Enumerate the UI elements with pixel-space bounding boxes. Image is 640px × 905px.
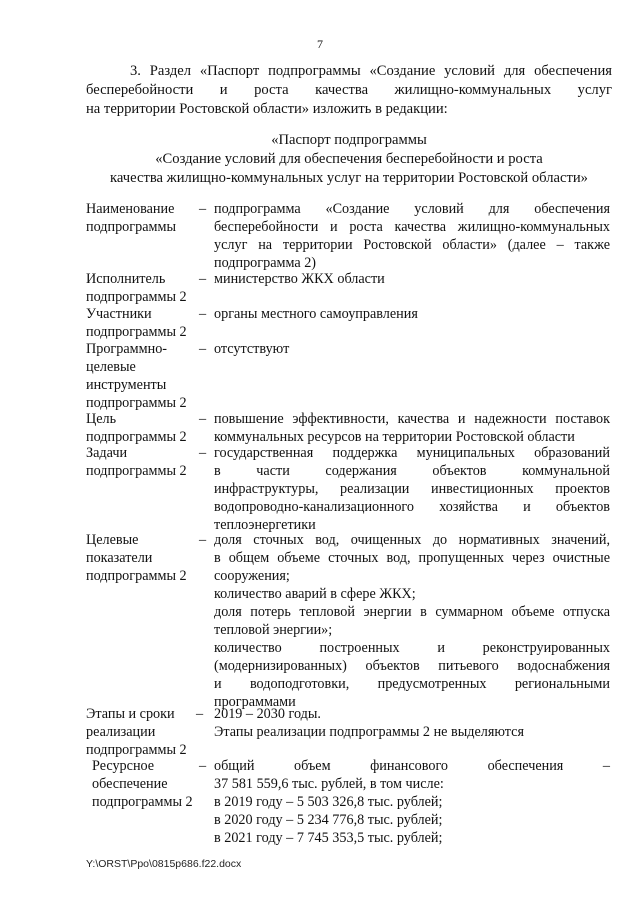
- row-value-line: 37 581 559,6 тыс. рублей, в том числе:: [214, 776, 444, 792]
- row-value-line: бесперебойности и роста качества жилищно-коммунальных: [214, 219, 610, 235]
- row-label: [86, 200, 198, 236]
- row-label: [86, 410, 198, 446]
- row-label-line: подпрограммы 2: [86, 463, 187, 479]
- row-value-line: доля сточных вод, очищенных до нормативных значений,: [214, 532, 610, 548]
- row-label-line: инструменты: [86, 377, 167, 393]
- row-label: [86, 270, 198, 306]
- row-value-line: теплоэнергетики: [214, 517, 316, 533]
- row-label: [92, 757, 204, 811]
- row-value-line: повышение эффективности, качества и надежности поставок: [214, 411, 610, 427]
- row-value-line: в общем объеме сточных вод, пропущенных через очистные: [214, 550, 610, 566]
- row-value: [214, 305, 610, 323]
- row-value-line: количество построенных и реконструированных: [214, 640, 610, 656]
- passport-title: [86, 131, 612, 188]
- row-label-line: Участники: [86, 306, 152, 322]
- passport-title-line-1: «Паспорт подпрограммы: [271, 132, 427, 148]
- row-value: [214, 757, 610, 847]
- row-label: [86, 305, 198, 341]
- row-dash: –: [199, 445, 207, 461]
- intro-line-3: на территории Ростовской области» изложить в редакции:: [86, 101, 448, 117]
- row-value-line: государственная поддержка муниципальных образований: [214, 445, 610, 461]
- row-value-line: министерство ЖКХ области: [214, 271, 385, 287]
- intro-line-2: бесперебойности и роста качества жилищно-коммунальных услуг: [86, 82, 612, 98]
- row-value-line: водопроводно-канализационного хозяйства и объектов: [214, 499, 610, 515]
- row-label-line: Этапы и сроки: [86, 706, 175, 722]
- row-label-line: обеспечение: [92, 776, 168, 792]
- row-value-line: в 2020 году – 5 234 776,8 тыс. рублей;: [214, 812, 443, 828]
- row-label-line: Наименование: [86, 201, 175, 217]
- row-label-line: подпрограммы 2: [86, 324, 187, 340]
- row-value-line: в 2021 году – 7 745 353,5 тыс. рублей;: [214, 830, 443, 846]
- row-label-line: подпрограммы 2: [86, 289, 187, 305]
- row-value: [214, 340, 610, 358]
- row-value: [214, 705, 610, 741]
- row-label-line: Цель: [86, 411, 117, 427]
- row-value-line: органы местного самоуправления: [214, 306, 418, 322]
- row-dash: –: [199, 306, 207, 322]
- row-label-line: Целевые: [86, 532, 139, 548]
- row-value-line: (модернизированных) объектов питьевого водоснабжения: [214, 658, 610, 674]
- row-dash: –: [199, 201, 207, 217]
- row-value-line: 2019 – 2030 годы.: [214, 706, 321, 722]
- row-value-line: в 2019 году – 5 503 326,8 тыс. рублей;: [214, 794, 443, 810]
- row-value-line: отсутствуют: [214, 341, 290, 357]
- row-value-line: услуг на территории Ростовской области» (далее – также: [214, 237, 610, 253]
- row-label-line: Ресурсное: [92, 758, 155, 774]
- row-value-line: подпрограмма «Создание условий для обеспечения: [214, 201, 610, 217]
- row-value: [214, 410, 610, 446]
- row-value-line: коммунальных ресурсов на территории Ростовской области: [214, 429, 575, 445]
- row-value-line: количество аварий в сфере ЖКХ;: [214, 586, 416, 602]
- row-label-line: подпрограммы 2: [92, 794, 193, 810]
- row-value: [214, 200, 610, 272]
- row-label-line: подпрограммы 2: [86, 429, 187, 445]
- row-label: [86, 444, 198, 480]
- row-value-line: общий объем финансового обеспечения –: [214, 758, 610, 774]
- row-label-line: подпрограммы 2: [86, 568, 187, 584]
- row-label-line: Программно-: [86, 341, 168, 357]
- passport-title-line-2: «Создание условий для обеспечения бесперебойности и роста: [155, 151, 543, 167]
- row-value-line: тепловой энергии»;: [214, 622, 333, 638]
- row-dash: –: [199, 758, 207, 774]
- row-label-line: Исполнитель: [86, 271, 166, 287]
- row-label: [86, 531, 198, 585]
- row-value-line: Этапы реализации подпрограммы 2 не выделяются: [214, 724, 524, 740]
- row-value-line: сооружения;: [214, 568, 290, 584]
- row-label: [86, 340, 198, 412]
- row-dash: –: [196, 706, 204, 722]
- row-dash: –: [199, 532, 207, 548]
- row-dash: –: [199, 271, 207, 287]
- row-value-line: инфраструктуры, реализации инвестиционных проектов: [214, 481, 610, 497]
- row-value-line: подпрограмма 2): [214, 255, 317, 271]
- page-number: 7: [317, 37, 323, 51]
- row-label-line: Задачи: [86, 445, 128, 461]
- row-value: [214, 531, 610, 711]
- row-label-line: реализации: [86, 724, 156, 740]
- row-dash: –: [199, 411, 207, 427]
- row-value: [214, 270, 610, 288]
- row-dash: –: [199, 341, 207, 357]
- row-value: [214, 444, 610, 534]
- passport-title-line-3: качества жилищно-коммунальных услуг на территории Ростовской области»: [110, 170, 588, 186]
- row-value-line: программами: [214, 694, 296, 710]
- row-label: [86, 705, 198, 759]
- file-path-footer: Y:\ORST\Ppo\0815p686.f22.docx: [86, 858, 242, 870]
- row-label-line: целевые: [86, 359, 136, 375]
- row-label-line: подпрограммы 2: [86, 395, 187, 411]
- intro-paragraph: [86, 62, 612, 119]
- row-value-line: и водоподготовки, предусмотренных региональными: [214, 676, 610, 692]
- row-label-line: подпрограммы: [86, 219, 176, 235]
- row-label-line: показатели: [86, 550, 153, 566]
- row-value-line: доля потерь тепловой энергии в суммарном объеме отпуска: [214, 604, 610, 620]
- intro-line-1: 3. Раздел «Паспорт подпрограммы «Создание условий для обеспечения: [130, 63, 612, 79]
- row-value-line: в части содержания объектов коммунальной: [214, 463, 610, 479]
- row-label-line: подпрограммы 2: [86, 742, 187, 758]
